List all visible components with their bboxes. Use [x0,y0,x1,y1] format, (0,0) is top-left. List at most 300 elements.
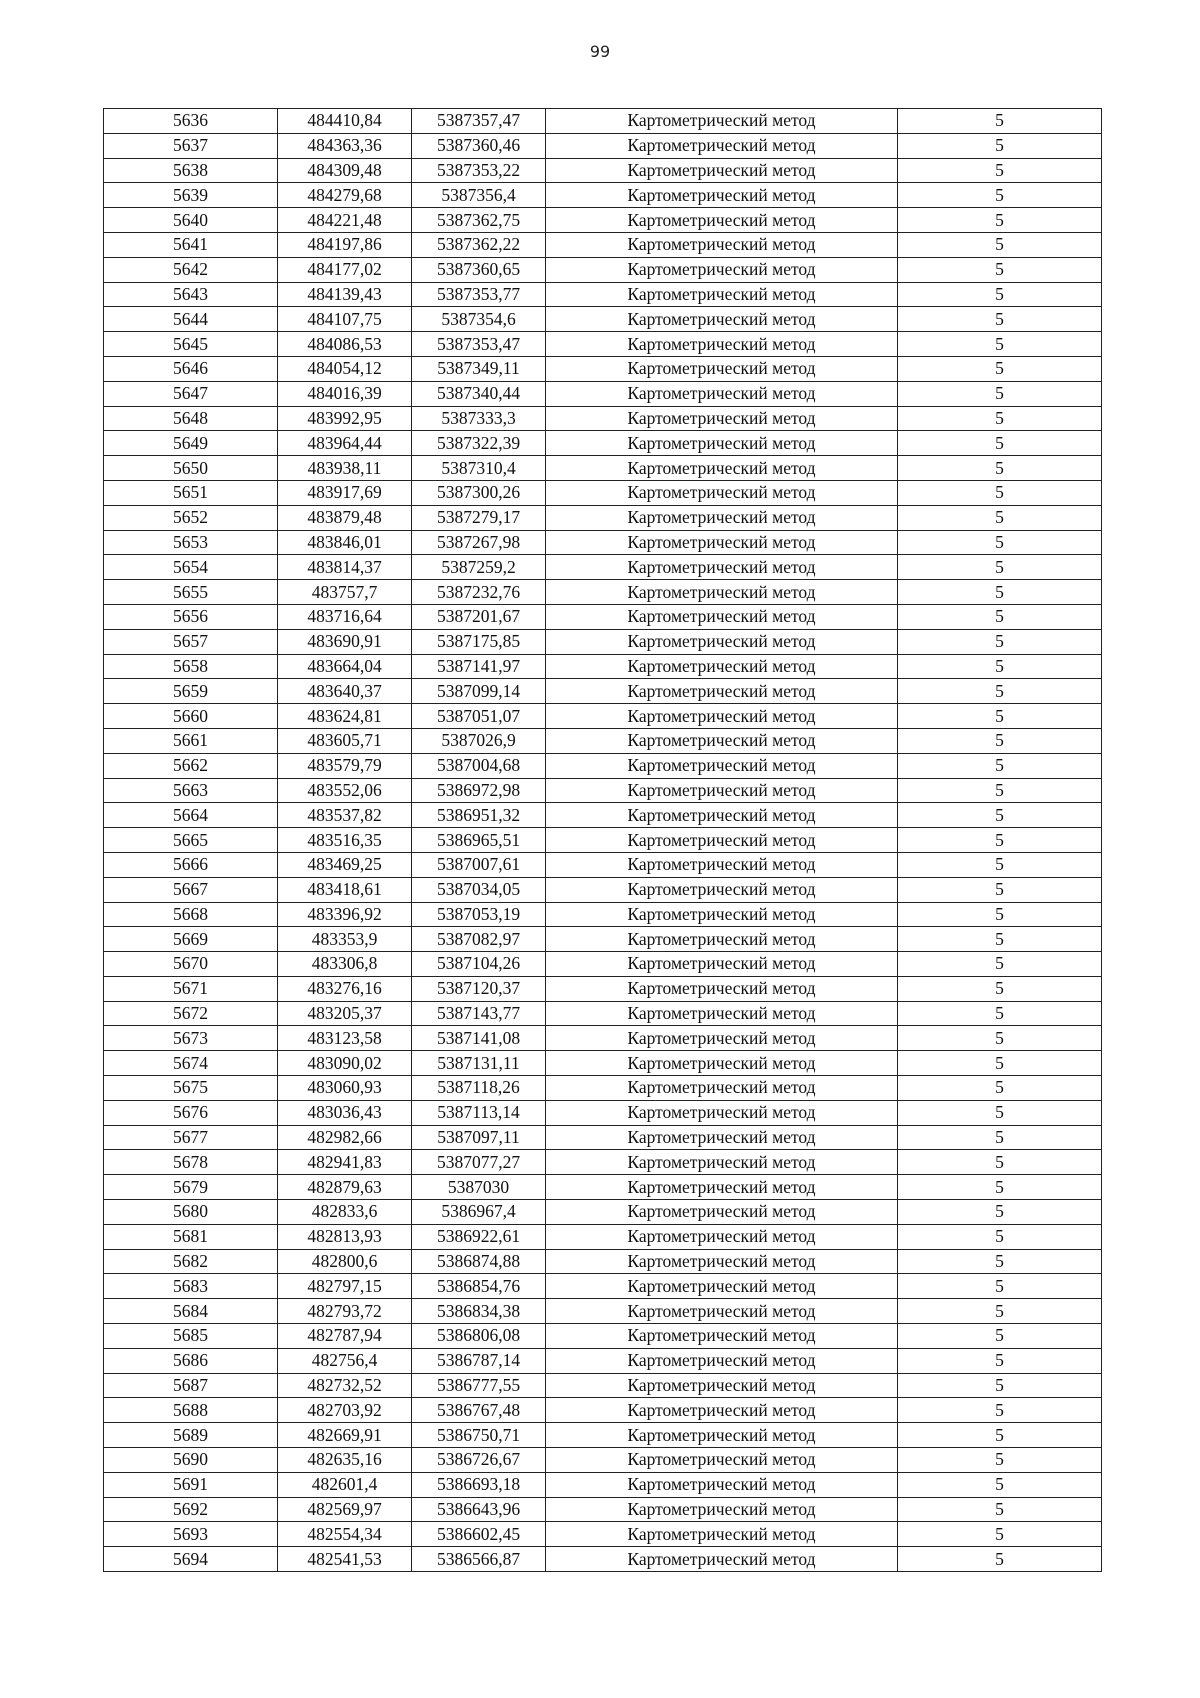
accuracy-cell: 5 [898,530,1102,555]
point-number-cell: 5660 [104,704,278,729]
accuracy-cell: 5 [898,902,1102,927]
accuracy-cell: 5 [898,332,1102,357]
point-number-cell: 5639 [104,183,278,208]
point-number-cell: 5666 [104,852,278,877]
x-coordinate-cell: 483917,69 [278,480,412,505]
table-row [104,1100,1102,1125]
x-coordinate-cell: 484279,68 [278,183,412,208]
table-row [104,753,1102,778]
method-cell: Картометрический метод [546,1522,898,1547]
accuracy-cell: 5 [898,1274,1102,1299]
table-row [104,505,1102,530]
point-number-cell: 5671 [104,976,278,1001]
accuracy-cell: 5 [898,704,1102,729]
point-number-cell: 5683 [104,1274,278,1299]
table-row [104,257,1102,282]
point-number-cell: 5686 [104,1348,278,1373]
table-row [104,1026,1102,1051]
method-cell: Картометрический метод [546,431,898,456]
point-number-cell: 5653 [104,530,278,555]
table-row [104,109,1102,134]
y-coordinate-cell: 5386806,08 [412,1324,546,1349]
x-coordinate-cell: 484309,48 [278,158,412,183]
y-coordinate-cell: 5386967,4 [412,1200,546,1225]
method-cell: Картометрический метод [546,1299,898,1324]
method-cell: Картометрический метод [546,654,898,679]
point-number-cell: 5663 [104,778,278,803]
x-coordinate-cell: 483396,92 [278,902,412,927]
y-coordinate-cell: 5387120,37 [412,976,546,1001]
point-number-cell: 5643 [104,282,278,307]
table-row [104,1522,1102,1547]
accuracy-cell: 5 [898,1100,1102,1125]
method-cell: Картометрический метод [546,927,898,952]
table-row [104,704,1102,729]
table-row [104,356,1102,381]
y-coordinate-cell: 5387141,97 [412,654,546,679]
method-cell: Картометрический метод [546,902,898,927]
method-cell: Картометрический метод [546,679,898,704]
y-coordinate-cell: 5387104,26 [412,952,546,977]
accuracy-cell: 5 [898,778,1102,803]
accuracy-cell: 5 [898,927,1102,952]
method-cell: Картометрический метод [546,1423,898,1448]
x-coordinate-cell: 483205,37 [278,1001,412,1026]
x-coordinate-cell: 483469,25 [278,852,412,877]
x-coordinate-cell: 483624,81 [278,704,412,729]
y-coordinate-cell: 5387357,47 [412,109,546,134]
x-coordinate-cell: 483036,43 [278,1100,412,1125]
point-number-cell: 5646 [104,356,278,381]
x-coordinate-cell: 483353,9 [278,927,412,952]
accuracy-cell: 5 [898,1423,1102,1448]
y-coordinate-cell: 5387362,75 [412,208,546,233]
method-cell: Картометрический метод [546,109,898,134]
y-coordinate-cell: 5387175,85 [412,629,546,654]
y-coordinate-cell: 5386787,14 [412,1348,546,1373]
accuracy-cell: 5 [898,877,1102,902]
accuracy-cell: 5 [898,1249,1102,1274]
y-coordinate-cell: 5387131,11 [412,1051,546,1076]
x-coordinate-cell: 484086,53 [278,332,412,357]
point-number-cell: 5647 [104,381,278,406]
accuracy-cell: 5 [898,976,1102,1001]
x-coordinate-cell: 482787,94 [278,1324,412,1349]
x-coordinate-cell: 482669,91 [278,1423,412,1448]
accuracy-cell: 5 [898,109,1102,134]
point-number-cell: 5692 [104,1497,278,1522]
point-number-cell: 5645 [104,332,278,357]
y-coordinate-cell: 5387007,61 [412,852,546,877]
x-coordinate-cell: 484054,12 [278,356,412,381]
table-row [104,480,1102,505]
method-cell: Картометрический метод [546,232,898,257]
method-cell: Картометрический метод [546,1348,898,1373]
method-cell: Картометрический метод [546,1249,898,1274]
table-row [104,1547,1102,1572]
y-coordinate-cell: 5387360,65 [412,257,546,282]
accuracy-cell: 5 [898,604,1102,629]
x-coordinate-cell: 484410,84 [278,109,412,134]
table-row [104,654,1102,679]
method-cell: Картометрический метод [546,555,898,580]
y-coordinate-cell: 5386965,51 [412,828,546,853]
x-coordinate-cell: 483664,04 [278,654,412,679]
y-coordinate-cell: 5387099,14 [412,679,546,704]
method-cell: Картометрический метод [546,803,898,828]
table-row [104,282,1102,307]
x-coordinate-cell: 483060,93 [278,1076,412,1101]
method-cell: Картометрический метод [546,158,898,183]
y-coordinate-cell: 5387082,97 [412,927,546,952]
table-row [104,332,1102,357]
method-cell: Картометрический метод [546,282,898,307]
point-number-cell: 5638 [104,158,278,183]
x-coordinate-cell: 484107,75 [278,307,412,332]
table-row [104,1373,1102,1398]
table-row [104,1398,1102,1423]
accuracy-cell: 5 [898,1150,1102,1175]
point-number-cell: 5684 [104,1299,278,1324]
method-cell: Картометрический метод [546,307,898,332]
x-coordinate-cell: 483605,71 [278,728,412,753]
point-number-cell: 5659 [104,679,278,704]
method-cell: Картометрический метод [546,1547,898,1572]
point-number-cell: 5693 [104,1522,278,1547]
x-coordinate-cell: 482554,34 [278,1522,412,1547]
x-coordinate-cell: 484363,36 [278,133,412,158]
method-cell: Картометрический метод [546,1125,898,1150]
accuracy-cell: 5 [898,456,1102,481]
accuracy-cell: 5 [898,828,1102,853]
table-row [104,1299,1102,1324]
method-cell: Картометрический метод [546,480,898,505]
x-coordinate-cell: 482793,72 [278,1299,412,1324]
y-coordinate-cell: 5387300,26 [412,480,546,505]
point-number-cell: 5674 [104,1051,278,1076]
table-row [104,158,1102,183]
y-coordinate-cell: 5387004,68 [412,753,546,778]
method-cell: Картометрический метод [546,852,898,877]
y-coordinate-cell: 5387053,19 [412,902,546,927]
accuracy-cell: 5 [898,133,1102,158]
point-number-cell: 5690 [104,1448,278,1473]
method-cell: Картометрический метод [546,530,898,555]
accuracy-cell: 5 [898,381,1102,406]
point-number-cell: 5637 [104,133,278,158]
y-coordinate-cell: 5387310,4 [412,456,546,481]
y-coordinate-cell: 5387113,14 [412,1100,546,1125]
y-coordinate-cell: 5387030 [412,1175,546,1200]
y-coordinate-cell: 5387143,77 [412,1001,546,1026]
point-number-cell: 5679 [104,1175,278,1200]
y-coordinate-cell: 5387333,3 [412,406,546,431]
x-coordinate-cell: 484221,48 [278,208,412,233]
table-row [104,902,1102,927]
coordinates-table-body [104,109,1102,1572]
method-cell: Картометрический метод [546,332,898,357]
y-coordinate-cell: 5386854,76 [412,1274,546,1299]
accuracy-cell: 5 [898,431,1102,456]
table-row [104,307,1102,332]
table-row [104,1150,1102,1175]
table-row [104,828,1102,853]
point-number-cell: 5644 [104,307,278,332]
accuracy-cell: 5 [898,1448,1102,1473]
method-cell: Картометрический метод [546,456,898,481]
x-coordinate-cell: 483516,35 [278,828,412,853]
point-number-cell: 5670 [104,952,278,977]
x-coordinate-cell: 482800,6 [278,1249,412,1274]
point-number-cell: 5685 [104,1324,278,1349]
x-coordinate-cell: 484177,02 [278,257,412,282]
accuracy-cell: 5 [898,1175,1102,1200]
point-number-cell: 5680 [104,1200,278,1225]
point-number-cell: 5652 [104,505,278,530]
x-coordinate-cell: 483640,37 [278,679,412,704]
y-coordinate-cell: 5387141,08 [412,1026,546,1051]
y-coordinate-cell: 5387360,46 [412,133,546,158]
y-coordinate-cell: 5387322,39 [412,431,546,456]
point-number-cell: 5668 [104,902,278,927]
method-cell: Картометрический метод [546,133,898,158]
x-coordinate-cell: 482635,16 [278,1448,412,1473]
point-number-cell: 5636 [104,109,278,134]
table-row [104,877,1102,902]
method-cell: Картометрический метод [546,1324,898,1349]
accuracy-cell: 5 [898,1398,1102,1423]
point-number-cell: 5661 [104,728,278,753]
x-coordinate-cell: 483418,61 [278,877,412,902]
accuracy-cell: 5 [898,480,1102,505]
x-coordinate-cell: 483757,7 [278,580,412,605]
accuracy-cell: 5 [898,1472,1102,1497]
point-number-cell: 5649 [104,431,278,456]
table-row [104,1200,1102,1225]
method-cell: Картометрический метод [546,381,898,406]
method-cell: Картометрический метод [546,1398,898,1423]
x-coordinate-cell: 483552,06 [278,778,412,803]
accuracy-cell: 5 [898,282,1102,307]
point-number-cell: 5665 [104,828,278,853]
x-coordinate-cell: 482541,53 [278,1547,412,1572]
accuracy-cell: 5 [898,356,1102,381]
y-coordinate-cell: 5386972,98 [412,778,546,803]
x-coordinate-cell: 484139,43 [278,282,412,307]
y-coordinate-cell: 5387201,67 [412,604,546,629]
point-number-cell: 5687 [104,1373,278,1398]
y-coordinate-cell: 5386951,32 [412,803,546,828]
table-row [104,1448,1102,1473]
x-coordinate-cell: 482941,83 [278,1150,412,1175]
table-row [104,580,1102,605]
y-coordinate-cell: 5387349,11 [412,356,546,381]
table-row [104,604,1102,629]
method-cell: Картометрический метод [546,1274,898,1299]
x-coordinate-cell: 483992,95 [278,406,412,431]
method-cell: Картометрический метод [546,1373,898,1398]
x-coordinate-cell: 482813,93 [278,1224,412,1249]
point-number-cell: 5657 [104,629,278,654]
table-row [104,381,1102,406]
accuracy-cell: 5 [898,1076,1102,1101]
y-coordinate-cell: 5387118,26 [412,1076,546,1101]
y-coordinate-cell: 5386693,18 [412,1472,546,1497]
method-cell: Картометрический метод [546,1448,898,1473]
y-coordinate-cell: 5387353,47 [412,332,546,357]
accuracy-cell: 5 [898,208,1102,233]
table-row [104,679,1102,704]
method-cell: Картометрический метод [546,580,898,605]
accuracy-cell: 5 [898,803,1102,828]
point-number-cell: 5675 [104,1076,278,1101]
method-cell: Картометрический метод [546,356,898,381]
table-row [104,1051,1102,1076]
table-row [104,927,1102,952]
method-cell: Картометрический метод [546,1200,898,1225]
y-coordinate-cell: 5387353,77 [412,282,546,307]
table-row [104,803,1102,828]
point-number-cell: 5642 [104,257,278,282]
accuracy-cell: 5 [898,852,1102,877]
method-cell: Картометрический метод [546,1497,898,1522]
x-coordinate-cell: 482833,6 [278,1200,412,1225]
y-coordinate-cell: 5386834,38 [412,1299,546,1324]
y-coordinate-cell: 5387097,11 [412,1125,546,1150]
y-coordinate-cell: 5387362,22 [412,232,546,257]
y-coordinate-cell: 5387279,17 [412,505,546,530]
table-row [104,1249,1102,1274]
method-cell: Картометрический метод [546,728,898,753]
x-coordinate-cell: 483879,48 [278,505,412,530]
point-number-cell: 5672 [104,1001,278,1026]
method-cell: Картометрический метод [546,1175,898,1200]
y-coordinate-cell: 5387034,05 [412,877,546,902]
method-cell: Картометрический метод [546,828,898,853]
accuracy-cell: 5 [898,1522,1102,1547]
table-row [104,778,1102,803]
table-row [104,1497,1102,1522]
table-row [104,1472,1102,1497]
accuracy-cell: 5 [898,1001,1102,1026]
x-coordinate-cell: 483306,8 [278,952,412,977]
point-number-cell: 5662 [104,753,278,778]
point-number-cell: 5682 [104,1249,278,1274]
method-cell: Картометрический метод [546,952,898,977]
x-coordinate-cell: 483964,44 [278,431,412,456]
table-row [104,728,1102,753]
accuracy-cell: 5 [898,580,1102,605]
accuracy-cell: 5 [898,952,1102,977]
accuracy-cell: 5 [898,257,1102,282]
table-row [104,1076,1102,1101]
method-cell: Картометрический метод [546,976,898,1001]
method-cell: Картометрический метод [546,1001,898,1026]
accuracy-cell: 5 [898,158,1102,183]
point-number-cell: 5681 [104,1224,278,1249]
x-coordinate-cell: 483537,82 [278,803,412,828]
table-row [104,1423,1102,1448]
table-row [104,431,1102,456]
accuracy-cell: 5 [898,1348,1102,1373]
accuracy-cell: 5 [898,183,1102,208]
point-number-cell: 5694 [104,1547,278,1572]
point-number-cell: 5667 [104,877,278,902]
table-row [104,1001,1102,1026]
y-coordinate-cell: 5387026,9 [412,728,546,753]
x-coordinate-cell: 482756,4 [278,1348,412,1373]
x-coordinate-cell: 483276,16 [278,976,412,1001]
accuracy-cell: 5 [898,753,1102,778]
point-number-cell: 5664 [104,803,278,828]
point-number-cell: 5648 [104,406,278,431]
x-coordinate-cell: 483123,58 [278,1026,412,1051]
x-coordinate-cell: 482982,66 [278,1125,412,1150]
method-cell: Картометрический метод [546,753,898,778]
table-row [104,133,1102,158]
method-cell: Картометрический метод [546,1224,898,1249]
point-number-cell: 5658 [104,654,278,679]
x-coordinate-cell: 483846,01 [278,530,412,555]
x-coordinate-cell: 482797,15 [278,1274,412,1299]
table-row [104,530,1102,555]
point-number-cell: 5641 [104,232,278,257]
method-cell: Картометрический метод [546,1150,898,1175]
y-coordinate-cell: 5386777,55 [412,1373,546,1398]
table-row [104,629,1102,654]
y-coordinate-cell: 5387077,27 [412,1150,546,1175]
accuracy-cell: 5 [898,728,1102,753]
y-coordinate-cell: 5387356,4 [412,183,546,208]
accuracy-cell: 5 [898,1373,1102,1398]
y-coordinate-cell: 5387051,07 [412,704,546,729]
table-row [104,952,1102,977]
point-number-cell: 5654 [104,555,278,580]
point-number-cell: 5640 [104,208,278,233]
method-cell: Картометрический метод [546,704,898,729]
x-coordinate-cell: 484016,39 [278,381,412,406]
accuracy-cell: 5 [898,1547,1102,1572]
point-number-cell: 5676 [104,1100,278,1125]
point-number-cell: 5689 [104,1423,278,1448]
accuracy-cell: 5 [898,1200,1102,1225]
method-cell: Картометрический метод [546,1051,898,1076]
point-number-cell: 5650 [104,456,278,481]
method-cell: Картометрический метод [546,1026,898,1051]
y-coordinate-cell: 5386602,45 [412,1522,546,1547]
y-coordinate-cell: 5386566,87 [412,1547,546,1572]
page-number: 99 [589,42,611,61]
table-row [104,406,1102,431]
table-row [104,208,1102,233]
accuracy-cell: 5 [898,1324,1102,1349]
accuracy-cell: 5 [898,555,1102,580]
table-row [104,1274,1102,1299]
point-number-cell: 5691 [104,1472,278,1497]
x-coordinate-cell: 483938,11 [278,456,412,481]
x-coordinate-cell: 483579,79 [278,753,412,778]
x-coordinate-cell: 482703,92 [278,1398,412,1423]
accuracy-cell: 5 [898,629,1102,654]
method-cell: Картометрический метод [546,406,898,431]
method-cell: Картометрический метод [546,505,898,530]
method-cell: Картометрический метод [546,1100,898,1125]
y-coordinate-cell: 5387340,44 [412,381,546,406]
method-cell: Картометрический метод [546,1472,898,1497]
y-coordinate-cell: 5386767,48 [412,1398,546,1423]
method-cell: Картометрический метод [546,257,898,282]
accuracy-cell: 5 [898,1299,1102,1324]
